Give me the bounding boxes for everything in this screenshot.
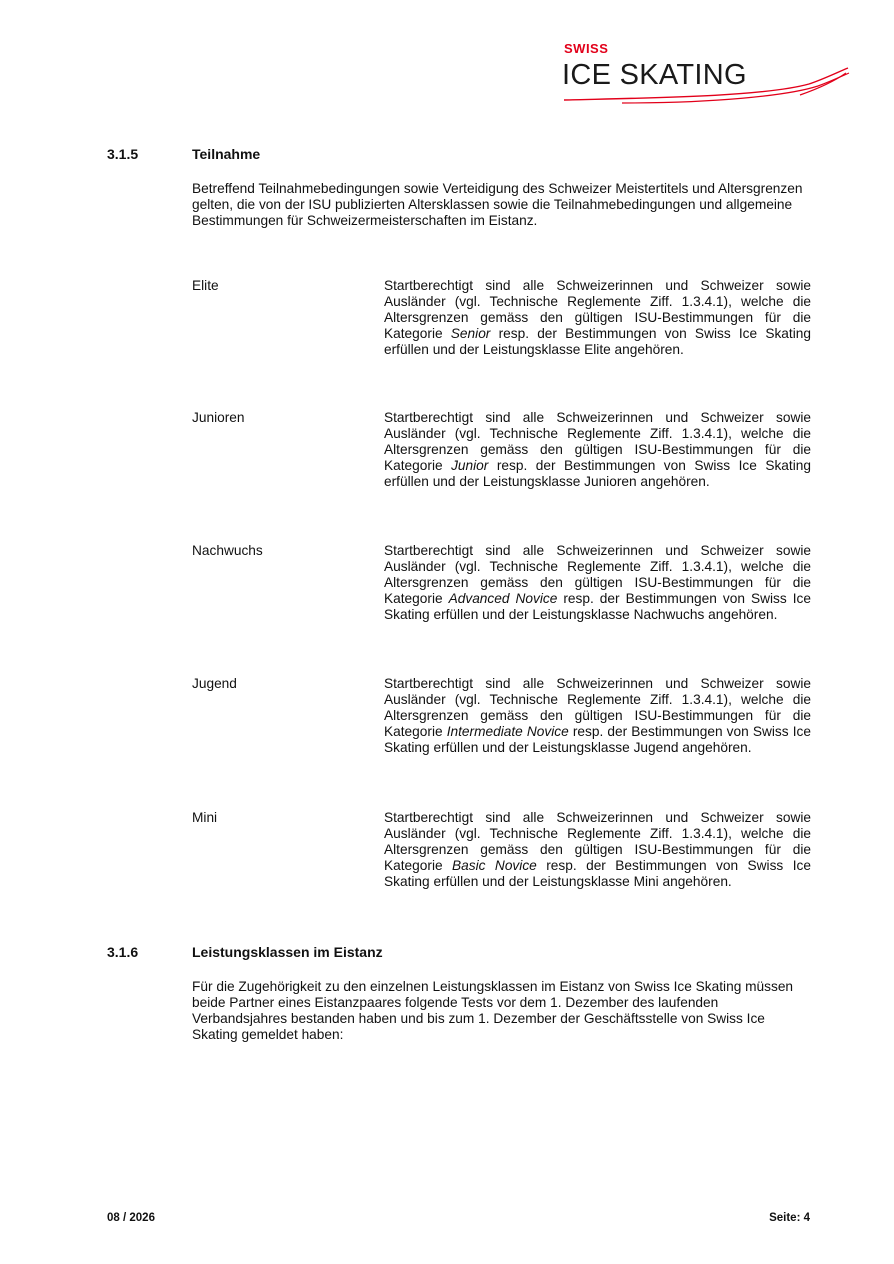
footer-page-number: Seite: 4 bbox=[769, 1212, 810, 1224]
section-title: Leistungsklassen im Eistanz bbox=[192, 944, 383, 960]
section-intro: Betreffend Teilnahmebedingungen sowie Verteidigung des Schweizer Meistertitels und Altersgrenzen gelten, die von der ISU publizierten Altersklassen sowie die Teilnahmebedingungen und allgemeine Bestimmungen für Schweizermeisterschaften im Eistanz. bbox=[192, 181, 803, 228]
category-description: Startberechtigt sind alle Schweizerinnen und Schweizer sowie Ausländer (vgl. Technische Reglemente Ziff. 1.3.4.1), welche die Altersgrenzen gemäss den gültigen ISU-Bestimmungen für die Kategorie Senior resp. der Bestimmungen von Swiss Ice Skating erfüllen und der Leistungsklasse Elite angehören. bbox=[384, 278, 811, 357]
category-label: Mini bbox=[192, 810, 218, 825]
category-description: Startberechtigt sind alle Schweizerinnen und Schweizer sowie Ausländer (vgl. Technische Reglemente Ziff. 1.3.4.1), welche die Altersgrenzen gemäss den gültigen ISU-Bestimmungen für die Kategorie Intermediate Novice resp. der Bestimmungen von Swiss Ice Skating erfüllen und der Leistungsklasse Jugend angehören. bbox=[384, 676, 811, 755]
section-intro: Für die Zugehörigkeit zu den einzelnen Leistungsklassen im Eistanz von Swiss Ice Skating müssen beide Partner eines Eistanzpaares folgende Tests vor dem 1. Dezember des laufenden Verbandsjahres bestanden haben und bis zum 1. Dezember der Geschäftsstelle von Swiss Ice Skating gemeldet haben: bbox=[192, 979, 794, 1042]
section-number: 3.1.6 bbox=[107, 944, 139, 960]
category-description: Startberechtigt sind alle Schweizerinnen und Schweizer sowie Ausländer (vgl. Technische Reglemente Ziff. 1.3.4.1), welche die Altersgrenzen gemäss den gültigen ISU-Bestimmungen für die Kategorie Advanced Novice resp. der Bestimmungen von Swiss Ice Skating erfüllen und der Leistungsklasse Nachwuchs angehören. bbox=[384, 543, 811, 622]
category-name: Senior bbox=[450, 326, 491, 341]
category-label: Jugend bbox=[192, 676, 237, 691]
category-name: Advanced Novice bbox=[448, 591, 558, 606]
footer-date: 08 / 2026 bbox=[107, 1212, 155, 1224]
category-name: Basic Novice bbox=[452, 858, 537, 873]
category-name: Junior bbox=[451, 458, 489, 473]
category-label: Nachwuchs bbox=[192, 543, 263, 558]
section-title: Teilnahme bbox=[192, 146, 261, 162]
category-description: Startberechtigt sind alle Schweizerinnen und Schweizer sowie Ausländer (vgl. Technische Reglemente Ziff. 1.3.4.1), welche die Altersgrenzen gemäss den gültigen ISU-Bestimmungen für die Kategorie Junior resp. der Bestimmungen von Swiss Ice Skating erfüllen und der Leistungsklasse Junioren angehören. bbox=[384, 410, 811, 489]
category-label: Junioren bbox=[192, 410, 245, 425]
section-number: 3.1.5 bbox=[107, 146, 139, 162]
swiss-ice-skating-logo bbox=[562, 40, 852, 110]
logo-ice-skating-text: ICE SKATING bbox=[562, 59, 747, 91]
category-description: Startberechtigt sind alle Schweizerinnen und Schweizer sowie Ausländer (vgl. Technische Reglemente Ziff. 1.3.4.1), welche die Altersgrenzen gemäss den gültigen ISU-Bestimmungen für die Kategorie Basic Novice resp. der Bestimmungen von Swiss Ice Skating erfüllen und der Leistungsklasse Mini angehören. bbox=[384, 810, 811, 889]
category-label: Elite bbox=[192, 278, 219, 293]
logo-swoosh-icon bbox=[562, 40, 852, 110]
category-name: Intermediate Novice bbox=[446, 724, 569, 739]
logo-swiss-text: SWISS bbox=[564, 41, 609, 56]
